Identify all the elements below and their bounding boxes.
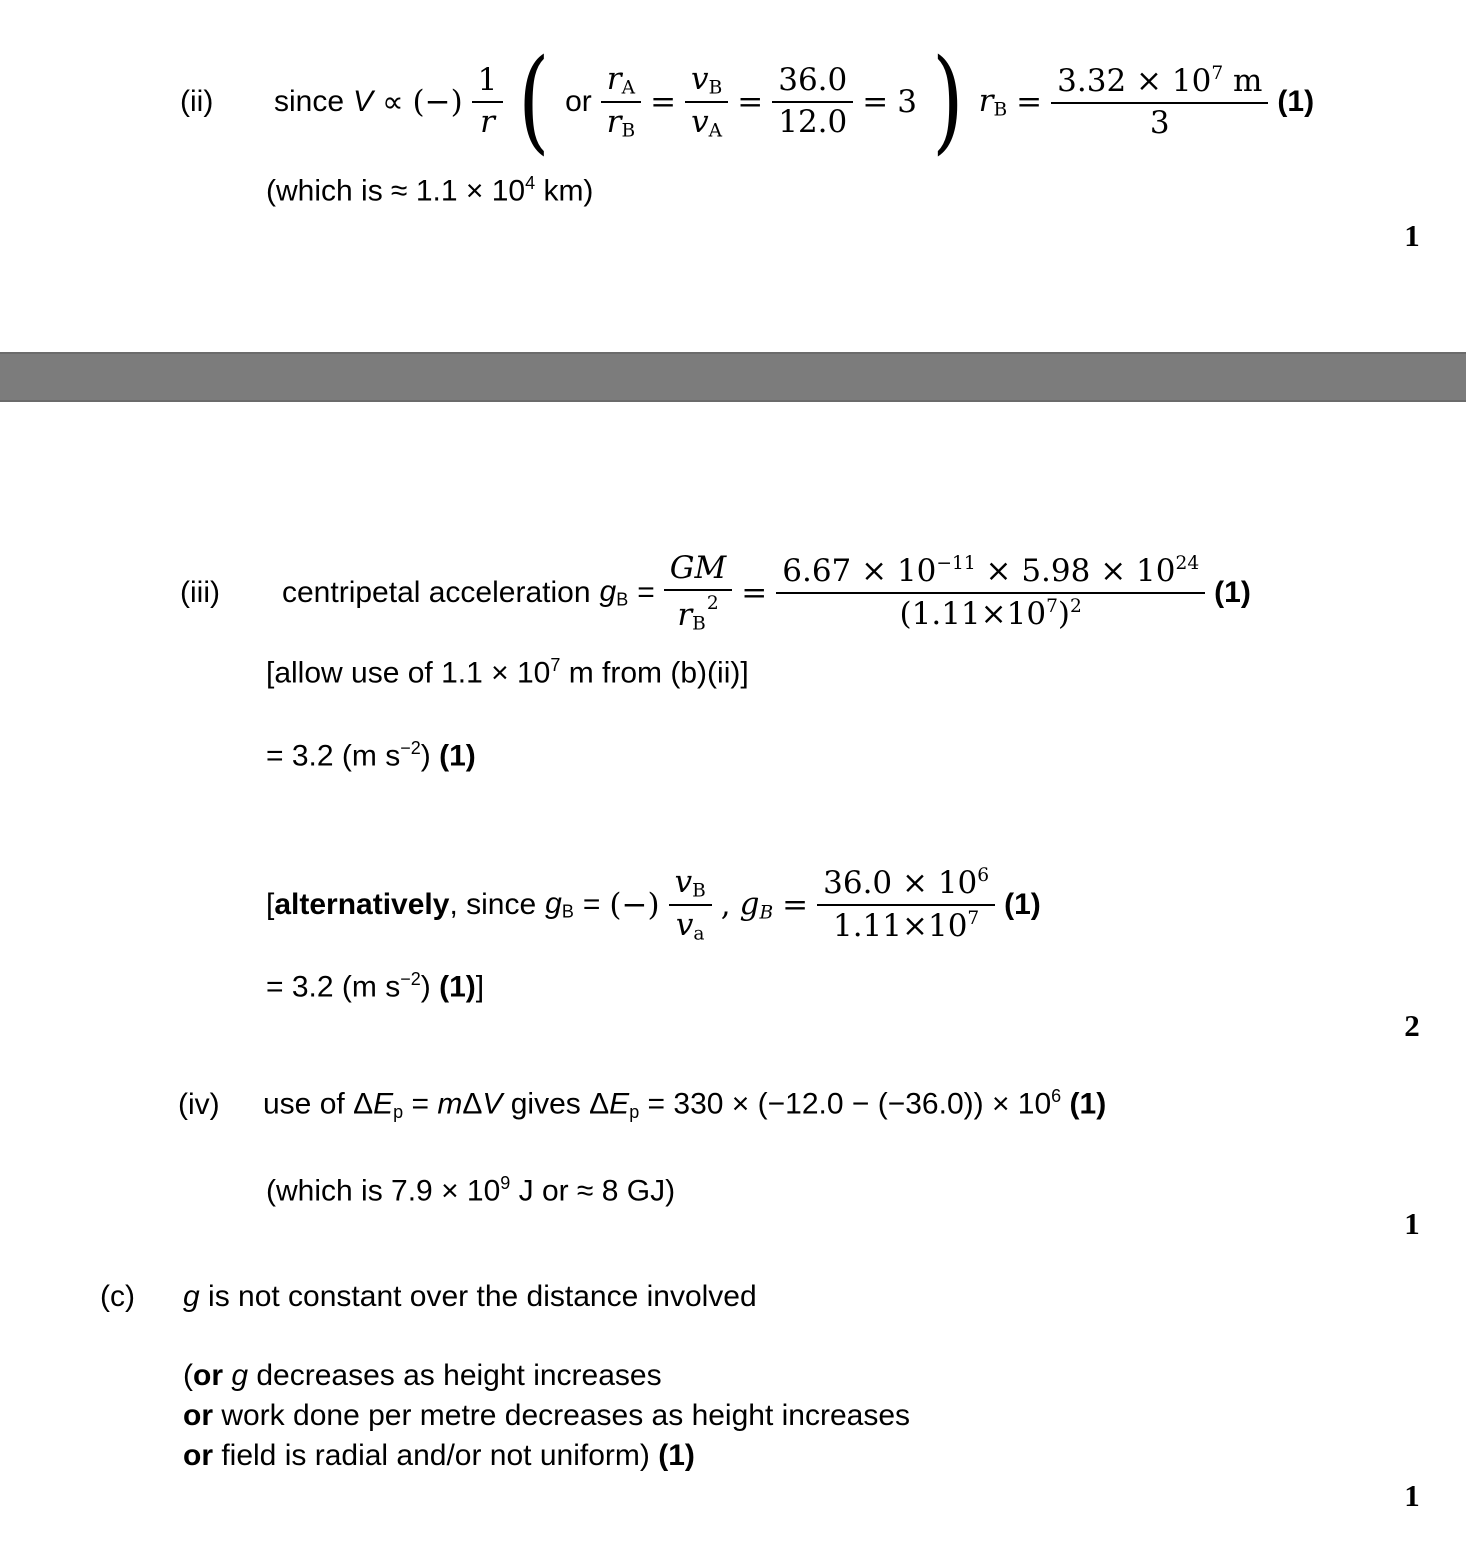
fraction-36e6-over-111e7: $\frac{36.0 \times 10^6}{1.11\times 10^7}$	[817, 865, 995, 944]
fraction-1-over-r: $\frac{1}{r}$	[472, 63, 504, 140]
value-3: 3	[897, 84, 917, 120]
equals-sign: =	[782, 887, 809, 923]
equals-sign: =	[862, 84, 889, 120]
var-gB: $g_B$	[599, 575, 629, 610]
equals-sign: =	[737, 84, 764, 120]
line-ii-equation	[180, 36, 1315, 167]
fraction-GM-over-rB2: $\frac{GM}{r_B^2}$	[664, 551, 733, 634]
mark-point-inline: (1)	[1004, 888, 1041, 921]
open-paren-large: (	[518, 36, 550, 167]
line-ii-which: (which is ≈ $1.1 \times 10^4$ km)	[266, 173, 594, 208]
fraction-rA-over-rB: $\frac{r_A}{r_B}$	[601, 62, 641, 142]
propto-symbol: ∝	[382, 85, 404, 119]
line-iii-allow: [allow use of $1.1 \times 10^7$ m from (b)(ii)]	[266, 655, 749, 690]
margin-mark-ii: 1	[1404, 218, 1420, 253]
line-c-or2: or work done per metre decreases as height increases	[183, 1399, 911, 1432]
mark-point-inline: (1)	[1277, 85, 1315, 118]
text-or: or	[565, 85, 592, 118]
equals-sign: =	[1016, 84, 1043, 120]
margin-mark-iv: 1	[1404, 1206, 1420, 1241]
fraction-numeric-gB: $\frac{6.67 \times 10^{-11} \times 5.98 \times 10^{24}}{(1.11\times 10^7)^2}$	[776, 553, 1205, 632]
mark-point-inline: (1)	[1214, 576, 1251, 609]
margin-mark-iii: 2	[1404, 1008, 1420, 1043]
item-label-iii: (iii)	[180, 576, 220, 609]
var-gB-serif: $g_B$	[739, 886, 774, 924]
line-iii-result2: = 3.2 (m $s^{-2}$) (1)]	[266, 969, 485, 1004]
margin-mark-c: 1	[1404, 1478, 1420, 1513]
text-centripetal: centripetal acceleration	[282, 576, 591, 609]
equals-sign: =	[637, 576, 655, 609]
equals-sign: =	[741, 575, 768, 611]
line-iv-equation: (iv) use of $\Delta E_p = m\Delta V$ gives $\Delta E_p = 330 \times (-12.0 - (-36.0)) \times 10^6$ (1)	[178, 1086, 1107, 1123]
line-iii-equation	[180, 538, 1251, 648]
fraction-vB-over-va: $\frac{v_B}{v_a}$	[669, 865, 712, 945]
line-c-or1: (or g decreases as height increases	[183, 1359, 662, 1392]
text-alternatively: [alternatively, since	[266, 888, 537, 921]
line-iv-which: (which is $7.9 \times 10^9$ J or ≈ 8 GJ)	[266, 1173, 676, 1208]
fraction-vB-over-vA: $\frac{v_B}{v_A}$	[685, 62, 728, 142]
negative-sign: (−)	[412, 84, 463, 120]
negative-sign: (−)	[609, 887, 660, 923]
line-iii-alternative	[266, 854, 1041, 956]
close-paren-large: )	[932, 36, 964, 167]
var-gB: $g_B$	[545, 887, 574, 922]
item-label-ii: (ii)	[180, 85, 214, 118]
fraction-332e7-over-3: $\frac{3.32 \times 10^7 m}{3}$	[1051, 63, 1268, 141]
equals-sign: =	[650, 84, 677, 120]
line-c-main: (c) g is not constant over the distance involved	[100, 1278, 757, 1316]
item-label-c: (c)	[100, 1280, 135, 1313]
line-iii-result: = 3.2 (m $s^{-2}$) (1)	[266, 738, 476, 773]
page-divider	[0, 352, 1466, 402]
var-rB: $r_B$	[978, 83, 1008, 121]
item-label-iv: (iv)	[178, 1087, 220, 1121]
paragraph-c-alternatives	[183, 1356, 910, 1476]
var-V: V	[353, 85, 374, 118]
equals-sign: =	[582, 888, 601, 921]
fraction-36-over-12: $\frac{36.0}{12.0}$	[772, 63, 853, 140]
line-c-or3: or field is radial and/or not uniform) (1)	[183, 1439, 695, 1472]
text-since: since	[274, 85, 345, 118]
comma: ,	[720, 887, 731, 923]
